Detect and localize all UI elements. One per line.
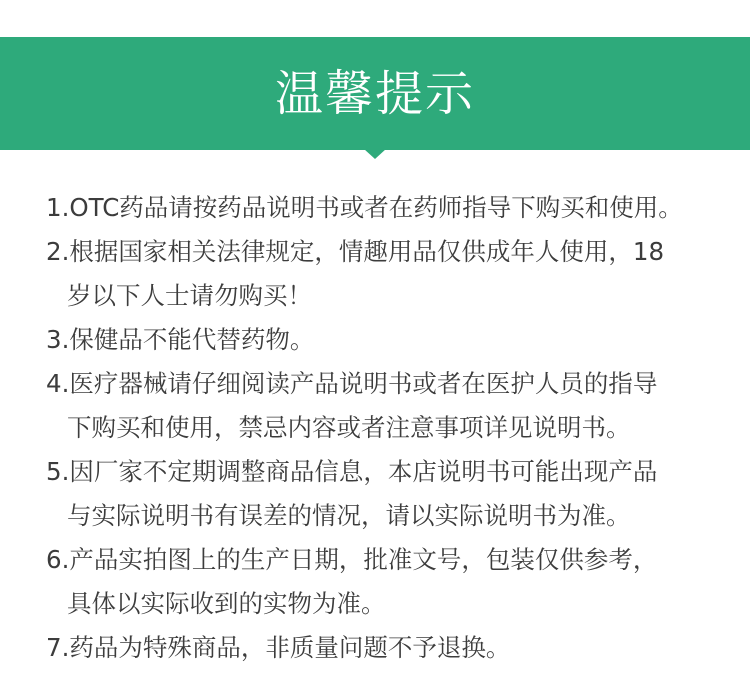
- page-title: 温馨提示: [274, 65, 475, 122]
- notice-text: 6.产品实拍图上的生产日期，批准文号，包装仅供参考，: [46, 545, 658, 574]
- notice-item-6: [46, 538, 726, 626]
- notice-item-1: [46, 186, 726, 230]
- banner-pointer: [364, 149, 386, 159]
- header-banner: [0, 37, 750, 150]
- notice-item-5: [46, 450, 726, 538]
- notice-item-2: [46, 230, 726, 318]
- notice-text-continued: 岁以下人士请勿购买！: [67, 281, 312, 310]
- notice-list: [46, 186, 726, 670]
- notice-item-7: [46, 626, 726, 670]
- notice-text-continued: 具体以实际收到的实物为准。: [67, 589, 386, 618]
- notice-text: 3.保健品不能代替药物。: [46, 325, 315, 354]
- notice-text: 5.因厂家不定期调整商品信息，本店说明书可能出现产品: [46, 457, 658, 486]
- notice-text: 4.医疗器械请仔细阅读产品说明书或者在医护人员的指导: [46, 369, 658, 398]
- notice-item-4: [46, 362, 726, 450]
- notice-text: 7.药品为特殊商品，非质量问题不予退换。: [46, 633, 511, 662]
- notice-text-continued: 下购买和使用，禁忌内容或者注意事项详见说明书。: [67, 413, 631, 442]
- notice-text-continued: 与实际说明书有误差的情况，请以实际说明书为准。: [67, 501, 631, 530]
- notice-text: 1.OTC药品请按药品说明书或者在药师指导下购买和使用。: [46, 193, 683, 222]
- notice-item-3: [46, 318, 726, 362]
- notice-text: 2.根据国家相关法律规定，情趣用品仅供成年人使用，18: [46, 237, 665, 266]
